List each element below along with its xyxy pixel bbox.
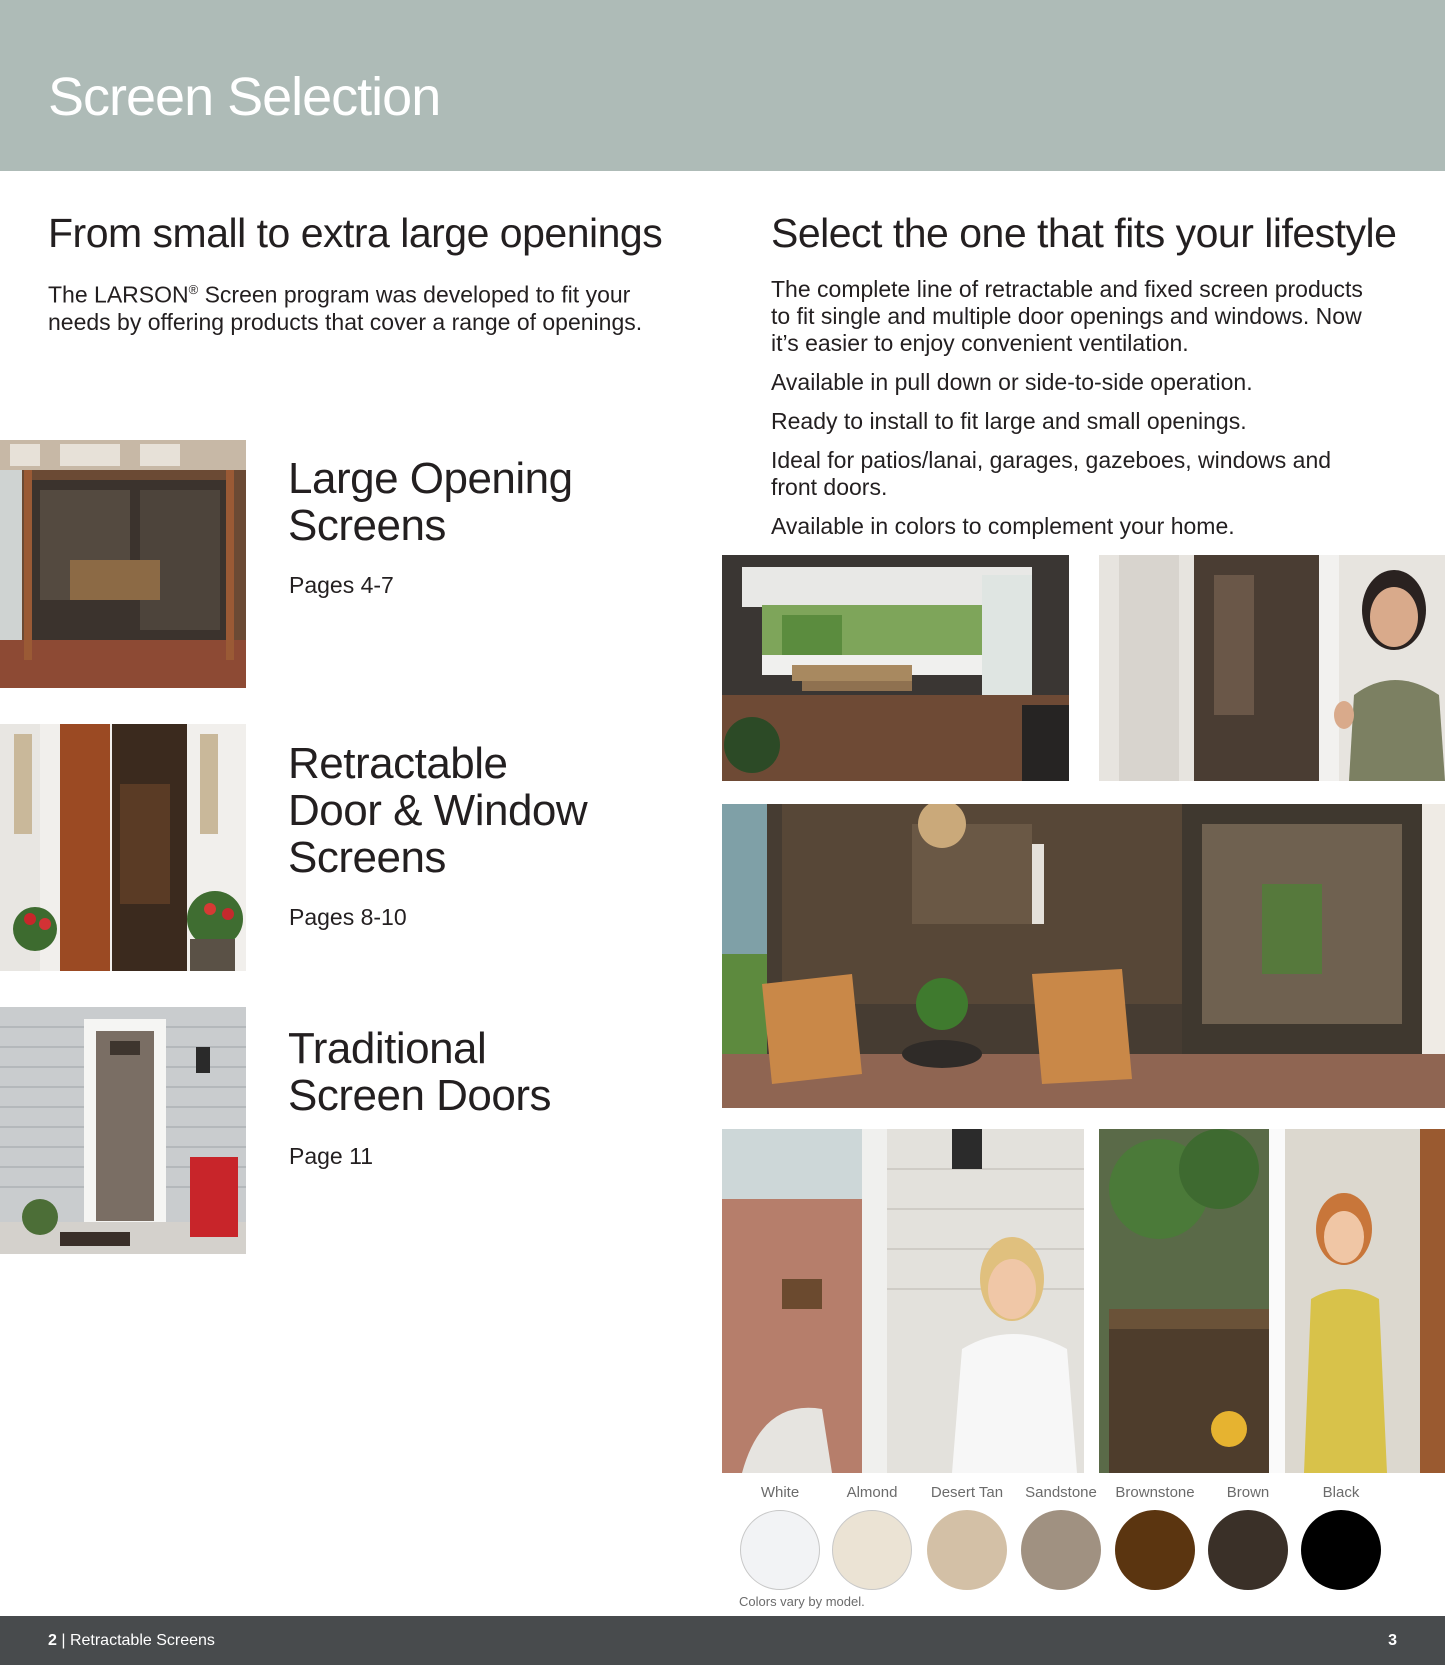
- right-heading: Select the one that fits your lifestyle: [771, 210, 1397, 256]
- title-line: Screens: [288, 501, 446, 550]
- title-line: Large Opening: [288, 454, 573, 503]
- paragraph-line: Ready to install to fit large and small openings.: [771, 408, 1247, 434]
- swatch-label-desert-tan: Desert Tan: [930, 1484, 1004, 1501]
- footer-section-label: Retractable Screens: [69, 1632, 215, 1649]
- retractable-door-photo: [0, 724, 246, 971]
- category-pages-retractable: Pages 8-10: [289, 904, 407, 930]
- patio-photo: [722, 555, 1069, 781]
- paragraph: [771, 408, 1411, 435]
- intro-line-1: [48, 276, 688, 309]
- paragraph: [771, 369, 1411, 396]
- swatch-brownstone: [1115, 1510, 1195, 1590]
- title-line: Traditional: [288, 1024, 487, 1073]
- paragraph: [771, 513, 1411, 540]
- swatch-desert-tan: [927, 1510, 1007, 1590]
- paragraph-line: it’s easier to enjoy convenient ventilation.: [771, 330, 1189, 356]
- intro-line-2: needs by offering products that cover a range of openings.: [48, 308, 643, 335]
- paragraph-line: The complete line of retractable and fixed screen products: [771, 276, 1363, 302]
- swatch-label-white: White: [760, 1484, 800, 1501]
- woman-screen-photo: [722, 1129, 1084, 1473]
- left-intro: [48, 276, 688, 336]
- category-pages-large-opening: Pages 4-7: [289, 572, 394, 598]
- swatch-label-brown: Brown: [1226, 1484, 1270, 1501]
- living-room-photo: [722, 804, 1445, 1108]
- title-line: Screen Doors: [288, 1071, 552, 1120]
- paragraph-line: front doors.: [771, 474, 888, 500]
- category-title-traditional: [288, 1025, 551, 1119]
- title-line: Door & Window: [288, 786, 588, 835]
- swatch-label-almond: Almond: [846, 1484, 898, 1501]
- category-title-retractable: [288, 740, 587, 881]
- header-band: [0, 0, 1445, 171]
- paragraph-line: Available in pull down or side-to-side operation.: [771, 369, 1253, 395]
- paragraph: [771, 276, 1411, 357]
- swatch-label-sandstone: Sandstone: [1025, 1484, 1097, 1501]
- swatch-brown: [1208, 1510, 1288, 1590]
- traditional-door-photo: [0, 1007, 246, 1254]
- left-heading: From small to extra large openings: [48, 210, 663, 256]
- large-opening-photo: [0, 440, 246, 688]
- footer-bar: [0, 1616, 1445, 1665]
- title-line: Screens: [288, 833, 446, 882]
- paragraph-line: Available in colors to complement your home.: [771, 513, 1235, 539]
- intro-text-b: Screen program was developed to fit your: [198, 281, 631, 308]
- footer-separator: |: [56, 1632, 70, 1649]
- swatch-black: [1301, 1510, 1381, 1590]
- right-page-number: 3: [1388, 1632, 1397, 1649]
- title-line: Retractable: [288, 739, 508, 788]
- swatch-almond: [832, 1510, 912, 1590]
- paragraph-line: to fit single and multiple door openings and windows. Now: [771, 303, 1362, 329]
- category-pages-traditional: Page 11: [289, 1143, 373, 1169]
- swatch-white: [740, 1510, 820, 1590]
- paragraph-line: Ideal for patios/lanai, garages, gazeboes, windows and: [771, 447, 1332, 473]
- redhead-screen-photo: [1099, 1129, 1445, 1473]
- page-title: Screen Selection: [48, 67, 441, 127]
- paragraph: [771, 447, 1411, 501]
- intro-text-a: The LARSON: [48, 281, 189, 308]
- swatch-sandstone: [1021, 1510, 1101, 1590]
- swatch-label-black: Black: [1322, 1484, 1360, 1501]
- colors-note: Colors vary by model.: [739, 1594, 865, 1609]
- woman-door-photo: [1099, 555, 1445, 781]
- right-body: [771, 276, 1411, 552]
- category-title-large-opening: [288, 455, 573, 549]
- registered-mark: ®: [188, 282, 199, 297]
- footer-left: [48, 1632, 215, 1650]
- left-page-number: 2: [48, 1632, 57, 1649]
- swatch-label-brownstone: Brownstone: [1115, 1484, 1195, 1501]
